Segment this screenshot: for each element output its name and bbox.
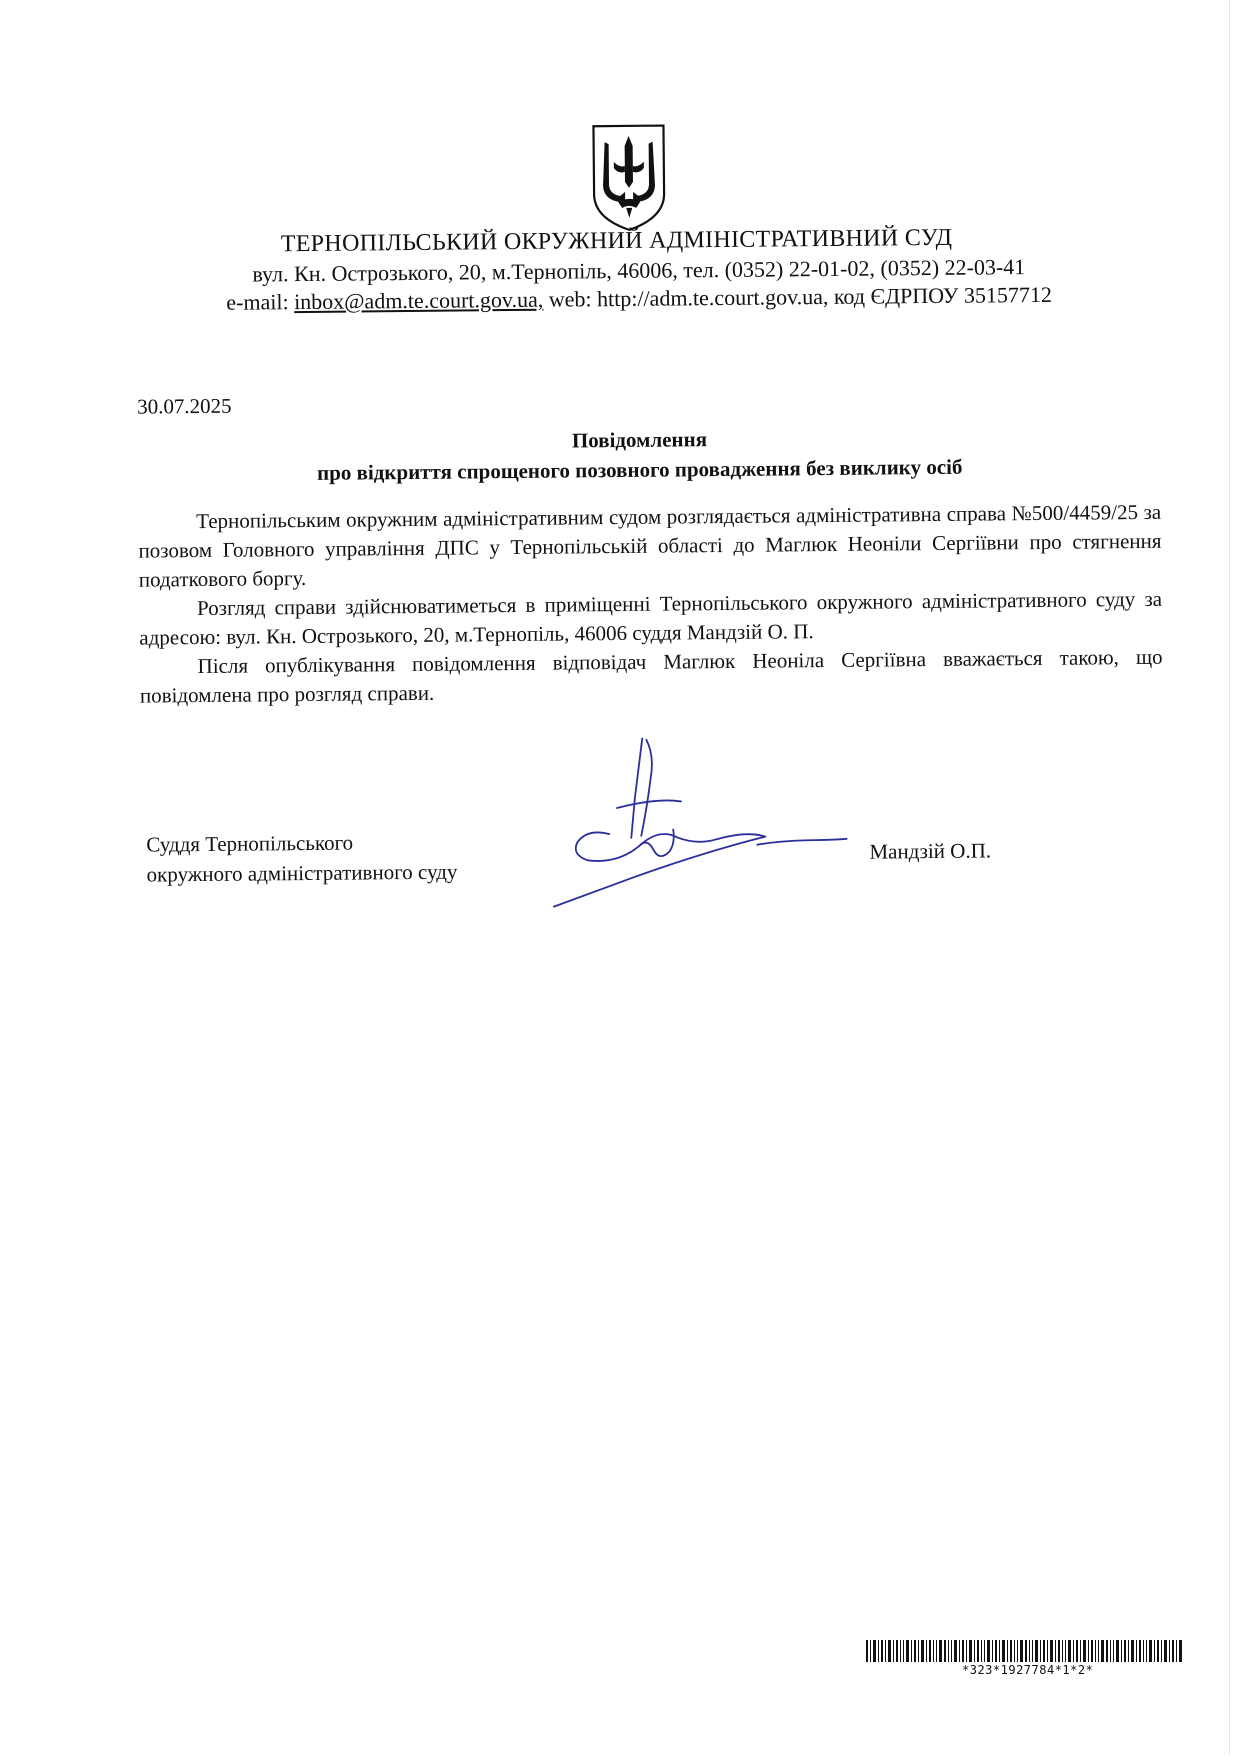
body-paragraph-3: Після опублікування повідомлення відповідач Маглюк Неоніла Сергіївна вважається такою, що повідомлена про розгляд справи. [139, 644, 1163, 708]
coat-of-arms-emblem [589, 122, 668, 235]
email-link[interactable]: inbox@adm.te.court.gov.ua, [294, 286, 544, 315]
court-name-heading: ТЕРНОПІЛЬСЬКИЙ ОКРУЖНИЙ АДМІНІСТРАТИВНИЙ СУД [280, 224, 953, 258]
signatory-position [146, 827, 457, 890]
handwritten-signature [546, 736, 848, 909]
contact-prefix: e-mail: [226, 289, 295, 315]
document-date: 30.07.2025 [137, 393, 232, 419]
contact-suffix: web: http://adm.te.court.gov.ua, код ЄДРПОУ 35157712 [543, 281, 1053, 312]
body-paragraph-1: Тернопільським окружним адміністративним судом розглядається адміністративна справа №500/4459/25 за позовом Головного управління ДПС у Тернопільській області до Маглюк Неоніли Сергіївни про стягнення податкового боргу. [138, 499, 1162, 592]
notice-title: Повідомлення [571, 427, 708, 453]
barcode-number: *323*1927784*1*2* [962, 1663, 1094, 1677]
signatory-position-line-1: Суддя Тернопільського [146, 830, 354, 857]
document-barcode [866, 1640, 1184, 1684]
court-address: вул. Кн. Острозького, 20, м.Тернопіль, 46006, тел. (0352) 22-01-02, (0352) 22-03-41 [252, 254, 1026, 287]
notice-subtitle: про відкриття спрощеного позовного провадження без виклику осіб [316, 454, 963, 485]
body-paragraph-2: Розгляд справи здійснюватиметься в приміщенні Тернопільського окружного адміністративного суду за адресою: вул. Кн. Острозького, 20, м.Тернопіль, 46006 суддя Мандзій О. П. [139, 586, 1163, 650]
signatory-name: Мандзій О.П. [869, 838, 992, 864]
barcode-bars [866, 1640, 1184, 1662]
signatory-position-line-2: окружного адміністративного суду [146, 859, 458, 887]
notice-body [138, 498, 1163, 711]
